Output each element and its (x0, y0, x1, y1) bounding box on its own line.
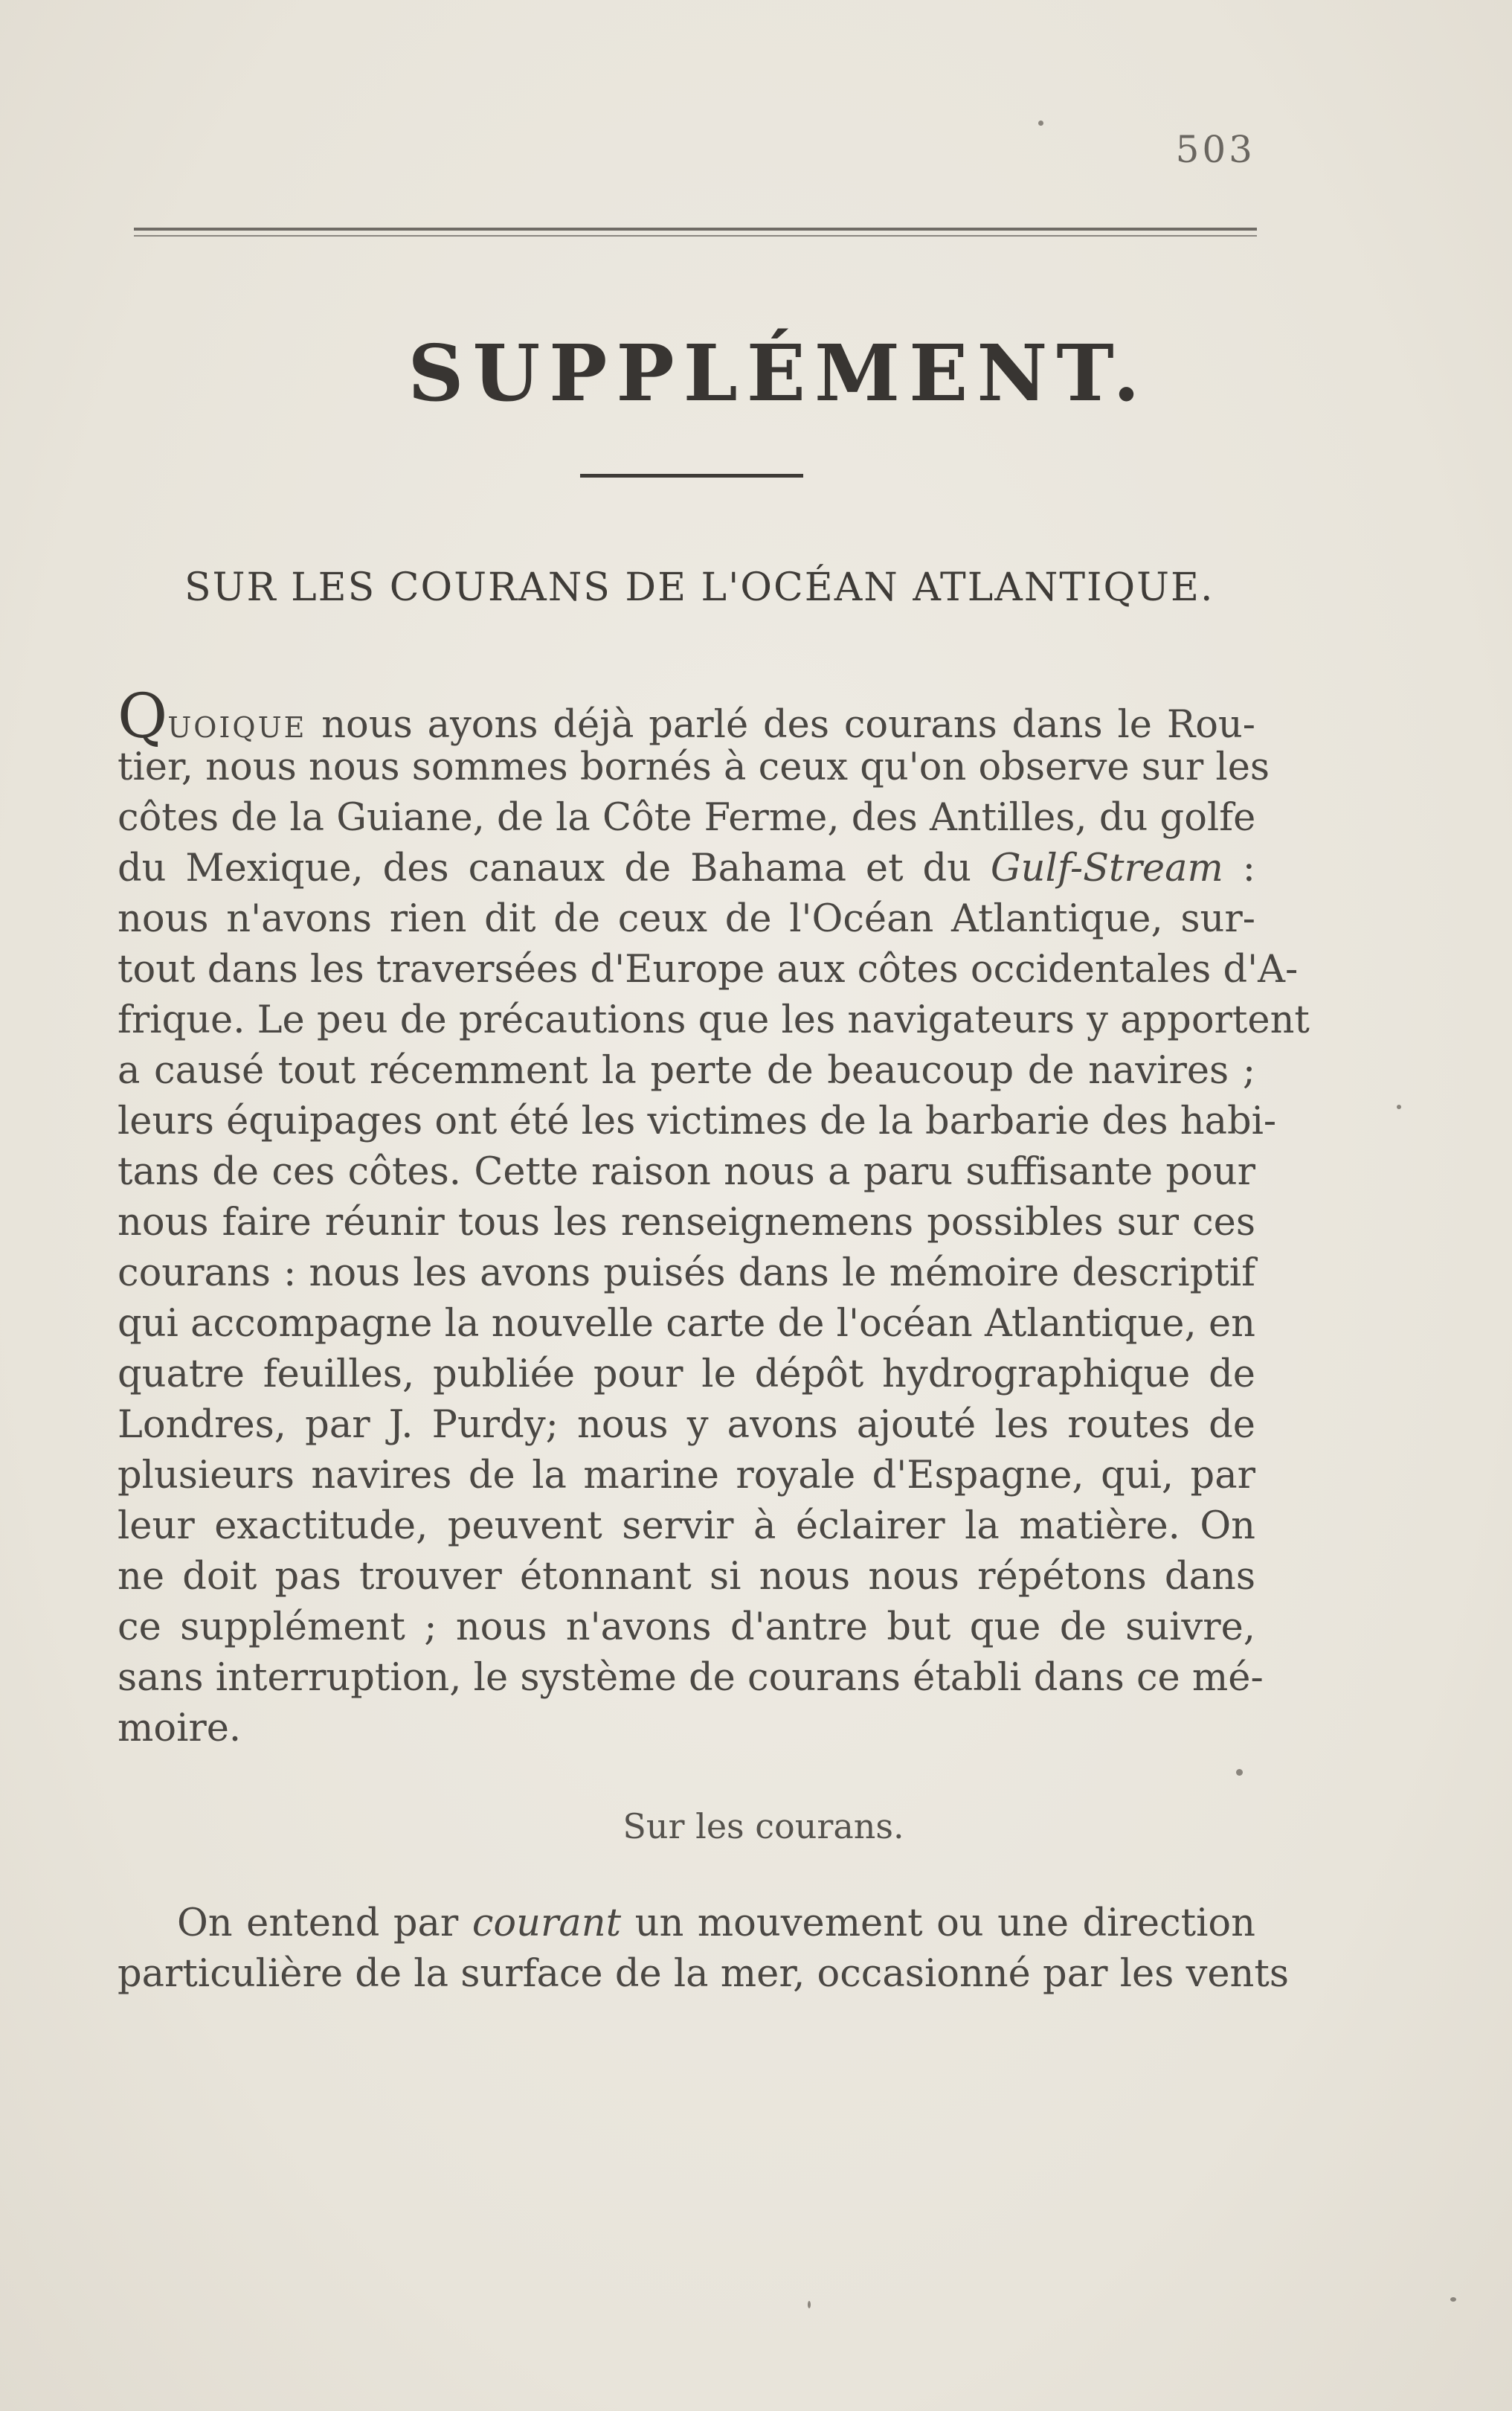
line-text: : (1242, 847, 1255, 890)
text-line: tout dans les traversées d'Europe aux côtes occidentales d'A- (118, 948, 1299, 992)
text-line: quatre feuilles, publiée pour le dépôt hydrographique de (118, 1352, 1255, 1396)
text-line: frique. Le peu de précautions que les navigateurs y apportent (118, 998, 1310, 1042)
text-line (118, 844, 1255, 894)
definition-paragraph (118, 1898, 1290, 2000)
header-rule-thick (134, 228, 1257, 231)
text-line: Londres, par J. Purdy; nous y avons ajouté les routes de (118, 1403, 1255, 1447)
text-line: moire. (118, 1707, 242, 1750)
paper-speck (1397, 1105, 1401, 1109)
text-line: ce supplément ; nous n'avons d'antre but que de suivre, (118, 1605, 1255, 1649)
line-text: On entend par (177, 1901, 459, 1945)
page-number: 503 (1175, 128, 1255, 171)
text-line: particulière de la surface de la mer, occasionné par les vents (118, 1952, 1290, 1996)
text-line: sans interruption, le système de courans établi dans ce mé- (118, 1656, 1264, 1700)
text-line: courans : nous les avons puisés dans le mémoire descriptif (118, 1251, 1255, 1295)
text-line: leurs équipages ont été les victimes de la barbarie des habi- (118, 1099, 1277, 1143)
chapter-subtitle: SUR LES COURANS DE L'OCÉAN ATLANTIQUE. (184, 565, 1215, 610)
header-rule-thin (134, 235, 1257, 237)
text-line: côtes de la Guiane, de la Côte Ferme, des Antilles, du golfe (118, 796, 1256, 840)
italic-term: Gulf-Stream (990, 847, 1223, 890)
text-line: qui accompagne la nouvelle carte de l'océan Atlantique, en (118, 1302, 1255, 1346)
title-rule (580, 474, 803, 478)
paper-speck (1450, 2297, 1456, 2302)
text-line: nous faire réunir tous les renseignemens possibles sur ces (118, 1201, 1255, 1245)
italic-term: courant (472, 1901, 622, 1945)
text-line: nous n'avons rien dit de ceux de l'Océan Atlantique, sur- (118, 897, 1255, 941)
text-line: leur exactitude, peuvent servir à éclairer la matière. On (118, 1504, 1255, 1548)
line-text: du Mexique, des canaux de Bahama et du (118, 847, 971, 890)
text-line: tier, nous nous sommes bornés à ceux qu'on observe sur les (118, 745, 1270, 789)
text-line (118, 681, 1255, 752)
text-line: ne doit pas trouver étonnant si nous nous répétons dans (118, 1555, 1255, 1599)
intro-paragraph (118, 681, 1310, 1754)
text-line: plusieurs navires de la marine royale d'Espagne, qui, par (118, 1454, 1255, 1497)
line-text: un mouvement ou une direction (634, 1901, 1255, 1945)
paper-speck (808, 2301, 811, 2308)
smallcaps-word: UOIQUE (167, 711, 307, 744)
text-line: tans de ces côtes. Cette raison nous a paru suffisante pour (118, 1150, 1255, 1194)
text-line (118, 1898, 1255, 1949)
section-heading: Sur les courans. (623, 1806, 904, 1846)
line-text: nous ayons déjà parlé des courans dans le Rou- (321, 703, 1255, 747)
page-title: SUPPLÉMENT. (408, 327, 1149, 419)
paper-speck (1236, 1769, 1243, 1776)
paper-speck (1038, 121, 1043, 126)
text-line: a causé tout récemment la perte de beaucoup de navires ; (118, 1049, 1255, 1093)
dropcap-letter: Q (118, 681, 168, 752)
